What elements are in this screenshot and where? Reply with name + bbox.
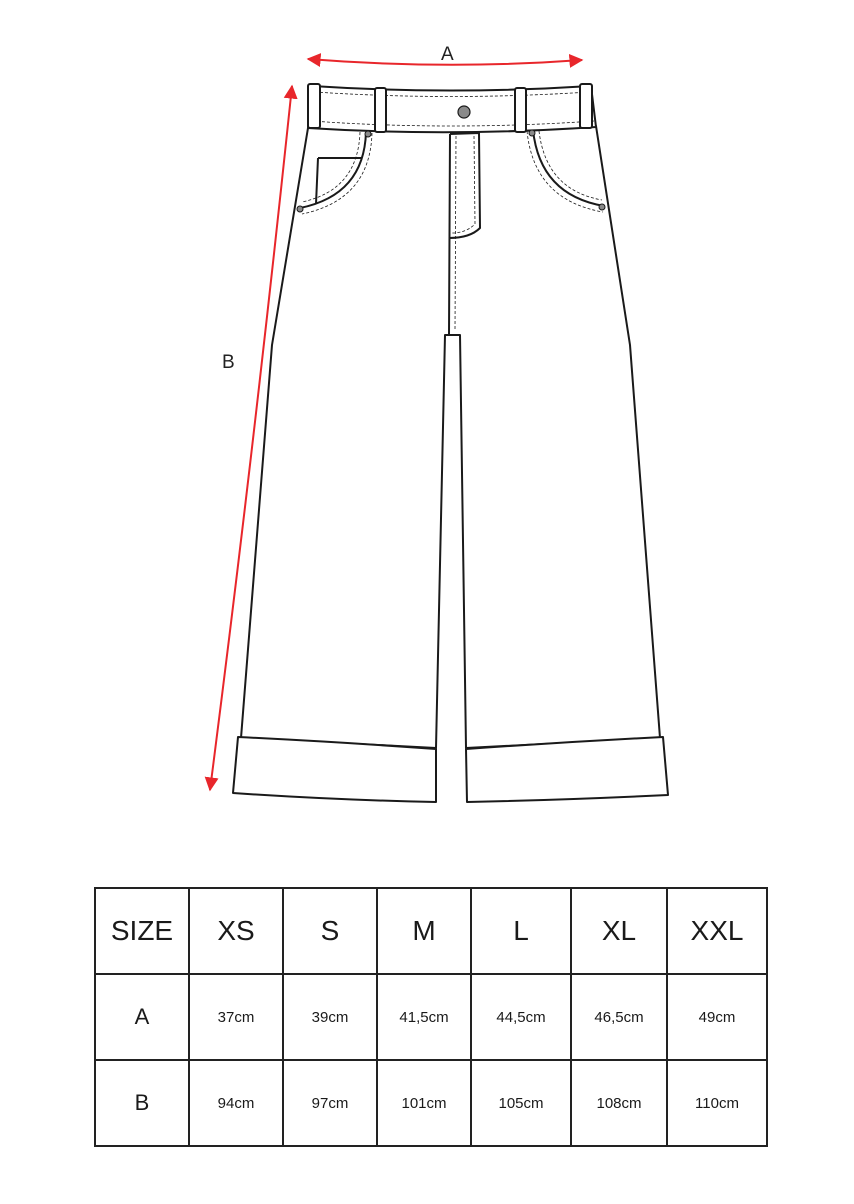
table-cell: 101cm bbox=[377, 1060, 471, 1146]
belt-loop-center-right bbox=[515, 88, 526, 132]
table-cell: 94cm bbox=[189, 1060, 283, 1146]
rivet-left-top bbox=[365, 131, 371, 137]
header-cell-l: L bbox=[471, 888, 571, 974]
rivet-right-bottom bbox=[599, 204, 605, 210]
table-row bbox=[95, 974, 767, 1060]
table-cell: 108cm bbox=[571, 1060, 667, 1146]
table-cell: 110cm bbox=[667, 1060, 767, 1146]
table-cell: 39cm bbox=[283, 974, 377, 1060]
header-cell-m: M bbox=[377, 888, 471, 974]
table-cell: 97cm bbox=[283, 1060, 377, 1146]
table-cell: 49cm bbox=[667, 974, 767, 1060]
row-label-a: A bbox=[95, 974, 189, 1060]
table-cell: 105cm bbox=[471, 1060, 571, 1146]
label-a: A bbox=[441, 44, 454, 65]
header-cell-size: SIZE bbox=[95, 888, 189, 974]
cuff-right bbox=[466, 737, 668, 802]
table-header-row bbox=[95, 888, 767, 974]
cuff-left bbox=[233, 737, 436, 802]
waist-button bbox=[458, 106, 470, 118]
table-row bbox=[95, 1060, 767, 1146]
header-cell-s: S bbox=[283, 888, 377, 974]
table-cell: 37cm bbox=[189, 974, 283, 1060]
header-cell-xs: XS bbox=[189, 888, 283, 974]
table-cell: 46,5cm bbox=[571, 974, 667, 1060]
jeans-outline bbox=[233, 84, 668, 802]
rivet-left-bottom bbox=[297, 206, 303, 212]
belt-loop-right bbox=[580, 84, 592, 128]
table-cell: 44,5cm bbox=[471, 974, 571, 1060]
label-b: B bbox=[222, 352, 235, 373]
rivet-right-top bbox=[529, 130, 535, 136]
belt-loop-left bbox=[308, 84, 320, 128]
size-chart-table bbox=[94, 887, 768, 1147]
row-label-b: B bbox=[95, 1060, 189, 1146]
header-cell-xxl: XXL bbox=[667, 888, 767, 974]
header-cell-xl: XL bbox=[571, 888, 667, 974]
belt-loop-center-left bbox=[375, 88, 386, 132]
waistband bbox=[308, 86, 596, 132]
table-cell: 41,5cm bbox=[377, 974, 471, 1060]
